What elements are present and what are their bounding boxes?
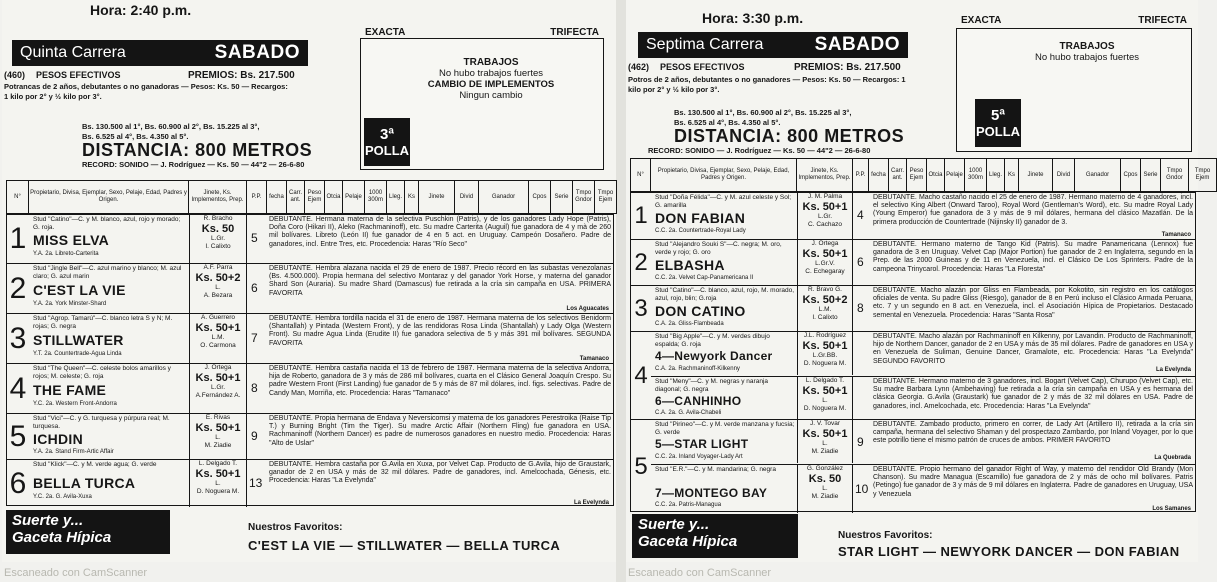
entry-trainer: D. Noguera M. xyxy=(196,488,240,495)
weights-type: PESOS EFECTIVOS xyxy=(36,70,121,80)
entry-jockey: R. Bracho xyxy=(203,215,233,222)
entry-weight: Ks. 50 xyxy=(808,473,842,485)
entry-description: DEBUTANTE. Hermana materna de la selectiva Puschkin (Patris), y de los ganadores Lady Hope (Patris), Doña Coro (Hikari II), Aleko (Rachmaninoff), etc. Su madre Carterita (Auguil) fue ganadora de 4 y mà de 260 mil bolívares. Libreto (León II) fue ganador de 4 en 5 act. en Uruguay. Campeón Dosañero. Padre de ganadores, incl. Entre Tres, etc. Procedencia: Haras "Río Seco" xyxy=(269,216,611,248)
hdr-ks: Ks xyxy=(405,181,419,214)
hdr-rider: Jinete xyxy=(419,181,455,214)
entry-trainer: D. Noguera M. xyxy=(803,360,847,367)
entry-origin: C.A. 2a. Gliss-Flambeada xyxy=(655,321,724,327)
suerte-banner xyxy=(632,514,798,558)
hdr-coat: Pelaje xyxy=(945,159,965,192)
entry-jockey-block xyxy=(189,264,247,313)
race-name: Quinta Carrera xyxy=(20,44,126,61)
hdr-1000: 1000 300m xyxy=(365,181,387,214)
hdr-pp: P.P. xyxy=(853,159,869,192)
hdr-weight: Peso Ejem xyxy=(907,159,927,192)
race-conditions-2: 1 kilo por 2° y ½ kilo por 3°. xyxy=(4,92,102,101)
hdr-date: fecha xyxy=(267,181,287,214)
race-number: (462) xyxy=(628,62,650,72)
entry-post-position: 9 xyxy=(251,429,258,443)
entry-horse-name: 7—MONTEGO BAY xyxy=(655,486,768,500)
entry-horse-name: DON FABIAN xyxy=(655,210,746,226)
entry-description: DEBUTANTE. Zambado producto, primero en correr, de Lady Art (Artillero II), retirada a la cría sin campaña, hermana del selectivo Shaman y del prospectazo Zambardo, por Inland Voyager, por lo que este potrillo tiene el mismo patrón de cruces de ambos. PRIMER FAVORITO xyxy=(873,421,1193,445)
entry-origin: Y.C. 2a. Western Front-Andorra xyxy=(33,401,117,407)
entry-trainer: C. Echegaray xyxy=(805,268,845,275)
entry-post-position: 7 xyxy=(251,331,258,345)
hdr-pp: P.P. xyxy=(247,181,267,214)
hdr-number: N° xyxy=(7,181,29,214)
entry-weight: Ks. 50 xyxy=(201,223,235,235)
entry-owner: Stud "E.R."—C. y M. mandarina; G. negra xyxy=(655,466,776,473)
entry-jockey: J.L. Rodríguez xyxy=(803,332,847,339)
entry-horse-name: ELBASHA xyxy=(655,257,725,273)
entry-row xyxy=(7,313,613,363)
weights-type: PESOS EFECTIVOS xyxy=(660,62,745,72)
prize-breakdown-2: Bs. 6.525 al 4°, Bs. 4.350 al 5°. xyxy=(674,118,781,127)
track-record: RECORD: SONIDO — J. Rodríguez — Ks. 50 — 44"2 — 26-6-80 xyxy=(648,146,871,155)
entries-list xyxy=(630,192,1196,512)
hdr-arrival: Lleg. xyxy=(987,159,1005,192)
track-record: RECORD: SONIDO — J. Rodríguez — Ks. 50 — 44"2 — 26-6-80 xyxy=(82,160,305,169)
entry-equipment: L.Gr.BB. xyxy=(812,352,838,359)
entry-number: 1 xyxy=(634,202,648,229)
entry-number: 5 xyxy=(9,419,27,453)
suerte-banner xyxy=(6,510,170,554)
hdr-winner: Ganador xyxy=(479,181,529,214)
entry-jockey: L. Delgado T. xyxy=(805,377,845,384)
entry-horse-name: DON CATINO xyxy=(655,303,746,319)
entry-stud-farm: Los Samanes xyxy=(1152,506,1191,512)
entry-owner: Stud "Big Apple"—C. y M. verdes dibujo espalda; G. roja xyxy=(655,333,770,348)
race-card-septima-carrera xyxy=(626,0,1211,562)
hdr-1000: 1000 300m xyxy=(965,159,987,192)
entry-description: DEBUTANTE. Hembra castaña por G.Avila en Xuxa, por Velvet Cap. Producto de G.Avila, hijo de Graustark, ganador de 2 en USA y más de 32 mil dólares. Padre de ganadores, incl. Amelcochada, Génesis, etc. Procedencia: Haras "La Evelynda" xyxy=(269,461,611,485)
entry-post-position: 8 xyxy=(251,381,258,395)
entry-description: DEBUTANTE. Macho castaño nacido el 25 de enero de 1987. Hermano materno de 4 ganadores, incl. el selectivo King Albert (Onward Taroo), Royal Word (Gentleman's Word), etc. Su madre Royal Lady (Young Emperor) fue ganadora de 3 y más de 9 mil dólares, hermana del clásico Mazatlán. De la primera producción de Countertrade (Nijinsky II) ganador de 3. xyxy=(873,194,1193,226)
entry-trainer: C. Cachazo xyxy=(808,221,842,228)
favorites-list: STAR LIGHT — NEWYORK DANCER — DON FABIAN xyxy=(838,544,1180,559)
entry-weight: Ks. 50+1 xyxy=(802,248,848,260)
entry-weight: Ks. 50+1 xyxy=(195,468,241,480)
entry-number: 6 xyxy=(9,466,27,500)
entry-origin: C.C. 2a. Patris-Managua xyxy=(655,502,722,508)
entry-jockey: E. Rivas xyxy=(205,414,231,421)
favorites-label: Nuestros Favoritos: xyxy=(248,522,343,533)
entry-equipment: L. xyxy=(215,434,221,441)
scanner-watermark-right: Escaneado con CamScanner xyxy=(628,567,772,579)
equipment-change-title: CAMBIO DE IMPLEMENTOS xyxy=(427,79,555,90)
entry-owner: Stud "Klick"—C. y M. verde agua; G. verde xyxy=(33,461,157,468)
hdr-winner-time: Tmpo Gndor xyxy=(1161,159,1189,192)
entry-description: DEBUTANTE. Macho alazán por Rachmaninoff en Kilkenny, por Lavandin. Producto de Rachmaninoff, hijo de Northern Dancer, ganador de 2 en USA y más de 35 mil dólares. Padre de ganadores en USA y en Venezuela de Suliman, Genuine Dancer, Gramalote, etc. Procedencia: Haras "La Evelynda" SEGUNDO FAVORITO xyxy=(873,333,1193,365)
entry-description: DEBUTANTE. Hembra castaña nacida el 13 de febrero de 1987. Hermana materna de la selectiva Andorra, hija de Roberto, ganadora de 3 y más de 286 mil bolívares, cuarta en el Clásico General Joaquín Crespo. Su padre Western Front (First Landing) fue ganador de 5 y más de 87 mil dólares, incl. figs. selectivas. Padre de Candy Man, Morriña, etc. Procedencia: Haras "Tamanaco" xyxy=(269,365,611,397)
hdr-lengths: Cpos xyxy=(529,181,551,214)
entry-jockey-block xyxy=(797,240,853,285)
race-conditions-2: kilo por 2° y ½ kilo por 3°. xyxy=(628,85,720,94)
entry-equipment: L.Gr. xyxy=(210,235,226,242)
entry-weight: Ks. 50+1 xyxy=(195,322,241,334)
entry-equipment: L. xyxy=(215,284,221,291)
race-distance: DISTANCIA: 800 METROS xyxy=(82,140,313,160)
entry-weight: Ks. 50+1 xyxy=(195,422,241,434)
entry-origin: C.C. 2a. Inland Voyager-Lady Art xyxy=(655,454,743,460)
hdr-weight: Peso Ejem xyxy=(305,181,325,214)
entry-post-position: 4 xyxy=(857,208,864,222)
entry-weight: Ks. 50+2 xyxy=(802,294,848,306)
race-name: Septima Carrera xyxy=(646,36,764,53)
entry-number: 2 xyxy=(634,248,648,276)
entry-weight: Ks. 50+1 xyxy=(195,372,241,384)
favorites-list: C'EST LA VIE — STILLWATER — BELLA TURCA xyxy=(248,538,561,553)
entry-owner: Stud "Meny"—C. y M. negras y naranja diagonal; G. negra xyxy=(655,378,768,393)
entry-jockey-block xyxy=(189,460,247,507)
entry-jockey-block xyxy=(797,377,853,419)
entry-trainer: I. Calixto xyxy=(812,314,838,321)
race-day: SABADO xyxy=(814,34,900,55)
entry-jockey: L. Delgado T. xyxy=(198,460,238,467)
entry-jockey-block xyxy=(797,286,853,331)
entry-owner: Stud "Doña Félida"—C. y M. azul celeste y Sol; G. amarilla xyxy=(655,194,792,209)
hdr-ks: Ks xyxy=(1005,159,1019,192)
entry-owner: Stud "Agrop. Tamarú"—C. blanco letra S y N; M. rojas; G. negra xyxy=(33,315,173,330)
entry-origin: Y.A. 2a. Stand Firm-Artic Affair xyxy=(33,449,114,455)
entry-jockey: J. Ortega xyxy=(811,240,839,247)
hdr-dividend: Divid xyxy=(455,181,479,214)
entry-description: DEBUTANTE. Hembra tordilla nacida el 31 de enero de 1987. Hermana materna de los selectivos Benidorm (Shantallah) y Pintada (Western Front), y de las rendidoras Rosa Linda (Shantallah) y Lady Olga (Western Front). Su madre Agua Linda (Erudite II) fue ganadora selectiva de 5 y más 391 mil bolívares. SEGUNDA FAVORITA xyxy=(269,315,611,347)
entries-list xyxy=(6,214,614,506)
hdr-otcia: Otcia xyxy=(325,181,343,214)
entry-stud-farm: La Quebrada xyxy=(1154,455,1191,461)
hdr-owner: Propietario, Divisa, Ejemplar, Sexo, Pelaje, Edad, Padres y Origen. xyxy=(651,159,797,192)
entry-origin: Y.A. 2a. York Minster-Shard xyxy=(33,301,107,307)
entry-owner: Stud "Jingle Bell"—C. azul marino y blanco; M. azul claro; G. azul marin xyxy=(33,265,182,280)
hdr-series: Serie xyxy=(551,181,573,214)
race-time: Hora: 3:30 p.m. xyxy=(702,10,804,26)
prize-breakdown-1: Bs. 130.500 al 1°, Bs. 60.900 al 2°, Bs. 15.225 al 3°, xyxy=(674,108,852,117)
entry-equipment: L.M. xyxy=(818,306,832,313)
race-distance: DISTANCIA: 800 METROS xyxy=(674,126,905,146)
workouts-title: TRABAJOS xyxy=(463,57,519,68)
entry-trainer: M. Ziadie xyxy=(811,448,839,455)
entry-weight: Ks. 50+1 xyxy=(802,428,848,440)
hdr-horse-time: Tmpo Ejem xyxy=(1189,159,1217,192)
entry-horse-name: 4—Newyork Dancer xyxy=(655,349,773,363)
workouts-title: TRABAJOS xyxy=(1059,41,1115,52)
hdr-owner: Propietario, Divisa, Ejemplar, Sexo, Pelaje, Edad, Padres y Origen. xyxy=(29,181,189,214)
entry-owner: Stud "Catino"—C. y M. blanco, azul, rojo y morado; G. roja. xyxy=(33,216,181,231)
entries-header xyxy=(6,180,617,214)
entry-stud-farm: La Evelynda xyxy=(573,500,609,506)
exacta-label: EXACTA xyxy=(365,27,406,38)
entry-jockey-block xyxy=(189,314,247,363)
polla-badge xyxy=(364,118,410,166)
exacta-trifecta-box xyxy=(360,27,604,170)
page-gutter xyxy=(616,0,626,582)
entry-trainer: O. Carmona xyxy=(200,342,236,349)
entry-post-position: 8 xyxy=(857,301,864,315)
entry-equipment: L. xyxy=(822,440,828,447)
workouts-block xyxy=(391,57,591,101)
entry-trainer: M. Ziadie xyxy=(204,442,232,449)
hdr-dividend: Divid xyxy=(1053,159,1075,192)
entry-weight: Ks. 50+1 xyxy=(802,340,848,352)
entry-equipment: L.Gr. xyxy=(817,213,833,220)
polla-label: POLLA xyxy=(364,143,410,158)
hdr-lengths: Cpos xyxy=(1121,159,1141,192)
entry-horse-name: 5—STAR LIGHT xyxy=(655,437,749,451)
entry-description: DEBUTANTE. Propio hermano del ganador Right of Way, y materno del rendidor Old Brandy (Mon Chanson). Su madre Managua (Escamillo) fue ganadora de 2 y más de ocho mil bolívares. Patris (Petingo) fue ganador de 3 y más de 9 mil dólares en Inglaterra. Padre de ganadores en Uruguay, USA y Venezuela xyxy=(873,466,1193,498)
hdr-date: fecha xyxy=(869,159,889,192)
entry-number: 3 xyxy=(634,294,648,322)
equipment-change-note: Ningun cambio xyxy=(459,90,523,101)
entry-weight: Ks. 50+1 xyxy=(802,201,848,213)
entry-row xyxy=(631,239,1195,285)
entry-post-position: 13 xyxy=(249,476,263,490)
entry-trainer: I. Calixto xyxy=(205,243,231,250)
hdr-arrival: Lleg. xyxy=(387,181,405,214)
race-number: (460) xyxy=(4,70,26,80)
entry-post-position: 6 xyxy=(857,255,864,269)
entry-horse-name: C'EST LA VIE xyxy=(33,282,126,298)
entry-row xyxy=(7,215,613,263)
entry-owner: Stud "Pirineo"—C. y M. verde manzana y fucsia; G. verde xyxy=(655,421,795,436)
entry-description: DEBUTANTE. Macho alazán por Gliss en Flambeada, por Kokotito, sin registro en los catálogos oficiales de venta. Su padre Gliss (Riesgo), ganador de 8 en Perú incluso el Clásico Armada Peruana, etc. 7 y un segundo en 8 act. en Venezuela, incl. el Asociación Hípica de Propietarios. Destacado semental en Venezuela. Procedencia: Haras "Santa Rosa" xyxy=(873,287,1193,319)
entries-header xyxy=(630,158,1217,192)
race-conditions-1: Potros de 2 años, debutantes o no ganadores — Pesos: Ks. 50 — Recargos: 1 xyxy=(628,75,906,84)
entry-jockey: G. González xyxy=(806,465,844,472)
entry-row-coupled xyxy=(631,331,1195,419)
entry-owner: Stud "Vici"—C. y G. turquesa y púrpura real; M. turquesa. xyxy=(33,415,170,430)
hdr-number: N° xyxy=(631,159,651,192)
hdr-prev-race: Carr. ant. xyxy=(889,159,907,192)
exacta-label: EXACTA xyxy=(961,15,1002,26)
race-day: SABADO xyxy=(214,42,300,63)
entry-horse-name: THE FAME xyxy=(33,382,107,398)
entry-owner: Stud "The Queen"—C. celeste bolos amarillos y rojos; M. celeste; G. roja xyxy=(33,365,171,380)
entry-equipment: L. xyxy=(215,480,221,487)
entry-jockey-block xyxy=(797,193,853,239)
entry-weight: Ks. 50+2 xyxy=(195,272,241,284)
entry-horse-name: BELLA TURCA xyxy=(33,475,136,491)
entry-weight: Ks. 50+1 xyxy=(802,385,848,397)
hdr-horse-time: Tmpo Ejem xyxy=(595,181,617,214)
race-card-quinta-carrera xyxy=(2,0,616,562)
entry-stud-farm: Tamanaco xyxy=(1161,232,1191,238)
entry-jockey-block xyxy=(797,332,853,375)
race-title-bar xyxy=(638,32,908,58)
hdr-winner-time: Tmpo Gndor xyxy=(573,181,595,214)
entry-number: 3 xyxy=(9,321,27,355)
entry-number: 4 xyxy=(634,361,648,389)
entry-trainer: M. Ziadie xyxy=(811,493,839,500)
race-conditions-1: Potrancas de 2 años, debutantes o no ganadoras — Pesos: Ks. 50 — Recargos: xyxy=(4,82,288,91)
suerte-line-1: Suerte y... xyxy=(638,516,710,533)
workouts-note: No hubo trabajos fuertes xyxy=(1034,52,1140,63)
workouts-block xyxy=(987,41,1187,63)
entry-row xyxy=(631,193,1195,239)
entry-stud-farm: Los Aguacates xyxy=(566,306,609,312)
entry-description: DEBUTANTE. Hermano materno de 3 ganadores, incl. Bogart (Velvet Cap), Churupo (Velvet Cap), etc. Su madre Barbara Lynn (Ambehaving) fue retirada a la cría sin campaña en USA y es hermana del clásica Georgia. G.Avila (Graustark) fue ganador de 2 y más de 32 mil dólares en USA. Padre de ganadores, incl. Amelcochada, etc. Procedencia: Haras "La Evelynda" xyxy=(873,378,1193,410)
entry-jockey: A.F. Parra xyxy=(203,264,233,271)
exacta-trifecta-box xyxy=(956,15,1192,152)
entry-owner: Stud "Alejandro Souki S"—C. negra; M. oro, verde y rojo; G. oro xyxy=(655,241,782,256)
entry-origin: C.A. 2a. G. Avila-Chabeli xyxy=(655,410,722,416)
entry-post-position: 6 xyxy=(251,281,258,295)
favorites-label: Nuestros Favoritos: xyxy=(838,530,933,541)
hdr-rider: Jinete xyxy=(1019,159,1053,192)
entry-number: 5 xyxy=(634,452,648,480)
entry-origin: Y.A. 2a. Libreto-Carterita xyxy=(33,251,99,257)
entry-stud-farm: La Evelynda xyxy=(1155,367,1191,373)
scanner-watermark-left: Escaneado con CamScanner xyxy=(4,567,148,579)
entry-origin: Y.C. 2a. G. Avila-Xuxa xyxy=(33,494,92,500)
polla-number: 3ª xyxy=(380,126,394,143)
purse: PREMIOS: Bs. 217.500 xyxy=(188,70,295,81)
entry-jockey: J. M. Palma xyxy=(807,193,843,200)
coupled-divider xyxy=(651,376,1195,377)
entry-horse-name: STILLWATER xyxy=(33,332,124,348)
entry-number: 2 xyxy=(9,271,27,305)
hdr-coat: Pelaje xyxy=(343,181,365,214)
entry-jockey: A. Guerrero xyxy=(201,314,235,321)
entry-horse-name: 6—CANHINHO xyxy=(655,394,742,408)
entry-description: DEBUTANTE. Propia hermana de Endava y Neversicomsi y materna de los ganadores Perestroika (Raise Tip T.) y Burning Bright (Tim the Tiger). Su madre Arctic Affair (Northern Fling) fue ganadora en USA. Rachmaninoff (Northern Dancer) es padre de numerosos ganadores en nuestro medio. Procedencia: Haras "Alto de Uslar" xyxy=(269,415,611,447)
entry-origin: C.C. 2a. Countertrade-Royal Lady xyxy=(655,228,746,234)
suerte-line-1: Suerte y... xyxy=(12,512,84,529)
hdr-jockey: Jinete, Ks. Implementos, Prep. xyxy=(189,181,247,214)
entry-description: DEBUTANTE. Hembra alazana nacida el 29 de enero de 1987. Precio récord en las subastas venezolanas (Bs. 4.500.000). Propia hermana del selectivo Montaraz y del ganador York Horse, y materna del ganador Shard Son (Auraria). Su madre Shard (Damascus) fue retirada a la cría sin campaña en USA. PRIMERA FAVORITA xyxy=(269,265,611,297)
hdr-winner: Ganador xyxy=(1075,159,1121,192)
polla-badge xyxy=(975,99,1021,147)
entry-row-coupled xyxy=(631,419,1195,513)
trifecta-label: TRIFECTA xyxy=(1138,15,1187,26)
entry-origin: C.C. 2a. Velvet Cap-Panamericana II xyxy=(655,275,754,281)
race-title-bar xyxy=(12,40,308,66)
trifecta-label: TRIFECTA xyxy=(550,27,599,38)
entry-owner: Stud "Catino"—C. blanco, azul, rojo, M. morado, azul, rojo, blin; G.roja xyxy=(655,287,795,302)
entry-post-position: 9 xyxy=(857,435,864,449)
entry-trainer: A. Bezara xyxy=(203,292,233,299)
entry-horse-name: MISS ELVA xyxy=(33,232,110,248)
entry-origin: Y.T. 2a. Countertrade-Agua Linda xyxy=(33,351,122,357)
hdr-otcia: Otcia xyxy=(927,159,945,192)
entry-equipment: L. xyxy=(822,397,828,404)
entry-jockey-block xyxy=(189,414,247,459)
purse: PREMIOS: Bs. 217.500 xyxy=(794,62,901,73)
entry-row xyxy=(631,285,1195,331)
workouts-note: No hubo trabajos fuertes xyxy=(438,68,544,79)
entry-jockey-block xyxy=(797,420,853,463)
entry-horse-name: ICHDIN xyxy=(33,431,84,447)
entry-jockey-block xyxy=(189,364,247,413)
entry-jockey: R. Bravo G. xyxy=(808,286,842,293)
entry-row xyxy=(7,263,613,313)
prize-breakdown-2: Bs. 6.525 al 4°, Bs. 4.350 al 5°. xyxy=(82,132,189,141)
entry-stud-farm: Tamanaco xyxy=(579,356,609,362)
race-time: Hora: 2:40 p.m. xyxy=(90,2,192,18)
hdr-series: Serie xyxy=(1141,159,1161,192)
entry-origin: C.A. 2a. Rachmaninoff-Kilkenny xyxy=(655,366,740,372)
polla-number: 5ª xyxy=(991,107,1005,124)
entry-jockey-block xyxy=(189,215,247,263)
entry-jockey-block xyxy=(797,465,853,513)
entry-row xyxy=(7,413,613,459)
entry-equipment: L.Gr. xyxy=(210,384,226,391)
coupled-divider xyxy=(651,464,1195,465)
entry-post-position: 10 xyxy=(855,482,869,496)
suerte-line-2: Gaceta Hípica xyxy=(638,533,738,550)
entry-jockey: J. Ortega xyxy=(204,364,232,371)
entry-equipment: L.Gr.V. xyxy=(815,260,835,267)
entry-description: DEBUTANTE. Hermano materno de Tango Kid (Patris). Su madre Panamericana (Lennox) fue ganadora de 3 en Uruguay. Velvet Cap (Major Portion) fue ganador de 2 en Inglaterra, segundo en la Prep. de las 2000 Guineas y de 11 en Venezuela, incl. el Clásico De Los Sprinters. Padre de la campeona Trinycarol. Procedencia: Haras "La Floresta" xyxy=(873,241,1193,273)
entry-jockey: J. V. Tovar xyxy=(810,420,840,427)
entry-equipment: L. xyxy=(822,485,828,492)
hdr-jockey: Jinete, Ks. Implementos, Prep. xyxy=(797,159,853,192)
entry-row xyxy=(7,459,613,507)
entry-number: 1 xyxy=(9,222,27,255)
entry-trainer: A.Fernández A. xyxy=(195,392,241,399)
suerte-line-2: Gaceta Hípica xyxy=(12,529,112,546)
entry-post-position: 5 xyxy=(251,231,258,245)
prize-breakdown-1: Bs. 130.500 al 1°, Bs. 60.900 al 2°, Bs. 15.225 al 3°, xyxy=(82,122,260,131)
entry-row xyxy=(7,363,613,413)
entry-equipment: L.M. xyxy=(211,334,225,341)
entry-number: 4 xyxy=(9,371,27,405)
hdr-prev-race: Carr. ant. xyxy=(287,181,305,214)
entry-trainer: D. Noguera M. xyxy=(803,405,847,412)
polla-label: POLLA xyxy=(975,124,1021,139)
